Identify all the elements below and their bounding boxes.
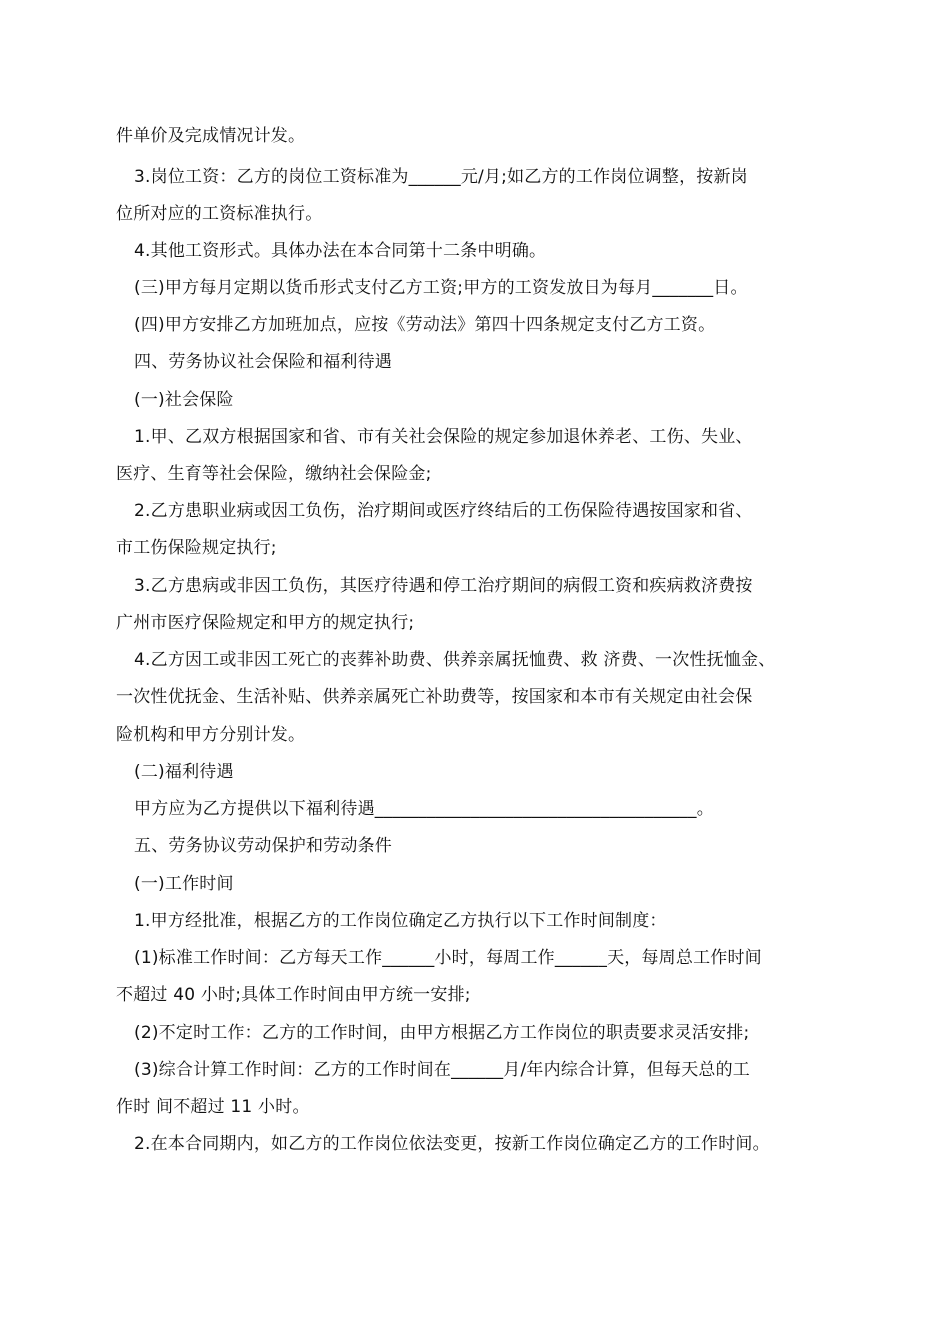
text-line: 4.其他工资形式。具体办法在本合同第十二条中明确。 [134,241,547,261]
text-line: 2.在本合同期内，如乙方的工作岗位依法变更，按新工作岗位确定乙方的工作时间。 [134,1134,770,1154]
text-line: 甲方应为乙方提供以下福利待遇_____________________________________。 [134,799,714,819]
text-line: (3)综合计算工作时间：乙方的工作时间在______月/年内综合计算，但每天总的工 [134,1060,751,1080]
text-line: (2)不定时工作：乙方的工作时间，由甲方根据乙方工作岗位的职责要求灵活安排; [134,1023,750,1043]
text-line: 不超过 40 小时;具体工作时间由甲方统一安排; [116,985,471,1005]
text-line: 位所对应的工资标准执行。 [116,204,323,224]
text-line: 件单价及完成情况计发。 [116,126,306,146]
text-line: 3.岗位工资：乙方的岗位工资标准为______元/月;如乙方的工作岗位调整，按新岗 [134,167,748,187]
section-heading: 五、劳务协议劳动保护和劳动条件 [134,836,392,856]
text-line: 险机构和甲方分别计发。 [116,725,306,745]
subsection-heading: (一)工作时间 [134,874,234,894]
text-line: (三)甲方每月定期以货币形式支付乙方工资;甲方的工资发放日为每月_______日。 [134,278,748,298]
section-heading: 四、劳务协议社会保险和福利待遇 [134,352,392,372]
subsection-heading: (二)福利待遇 [134,762,234,782]
text-line: 1.甲方经批准，根据乙方的工作岗位确定乙方执行以下工作时间制度： [134,911,667,931]
text-line: 3.乙方患病或非因工负伤，其医疗待遇和停工治疗期间的病假工资和疾病救济费按 [134,576,753,596]
text-line: 医疗、生育等社会保险，缴纳社会保险金; [116,464,432,484]
text-line: 4.乙方因工或非因工死亡的丧葬补助费、供养亲属抚恤费、救 济费、一次性抚恤金、 [134,650,776,670]
text-line: (四)甲方安排乙方加班加点，应按《劳动法》第四十四条规定支付乙方工资。 [134,315,716,335]
text-line: 广州市医疗保险规定和甲方的规定执行; [116,613,415,633]
text-line: 一次性优抚金、生活补贴、供养亲属死亡补助费等，按国家和本市有关规定由社会保 [116,687,753,707]
subsection-heading: (一)社会保险 [134,390,234,410]
text-line: 1.甲、乙双方根据国家和省、市有关社会保险的规定参加退休养老、工伤、失业、 [134,427,753,447]
text-line: (1)标准工作时间：乙方每天工作______小时，每周工作______天，每周总工作时间 [134,948,762,968]
text-line: 市工伤保险规定执行; [116,538,277,558]
text-line: 作时 间不超过 11 小时。 [116,1097,310,1117]
text-line: 2.乙方患职业病或因工负伤，治疗期间或医疗终结后的工伤保险待遇按国家和省、 [134,501,753,521]
